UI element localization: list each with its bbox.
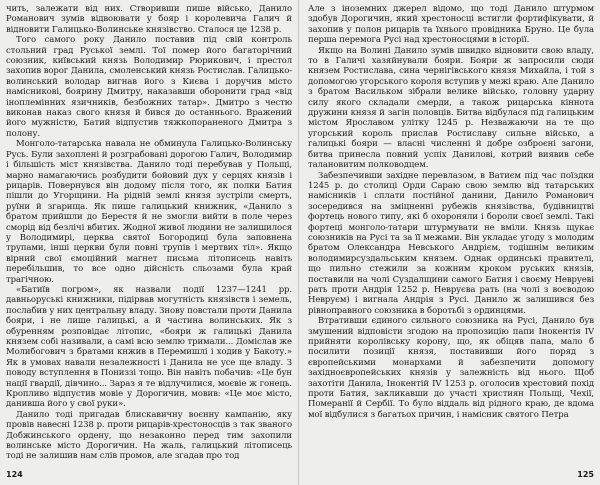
right-page	[308, 4, 594, 480]
page-gutter	[298, 0, 299, 485]
paragraph: Забезпечивши західне перевлазом, в Ватиєм під час поїздки 1245 р. до столиці Орди Сараю свою землю від татарських намісників і сплати постійної данини, Данило Романович зосередився на зміцненні рубежів князівства, будівництві фортець нового типу, які б охороняли і бороли своєї землі. Такі фортеці монголо-татари штурмувати не вміли. Князь щукає союзників на Русі та за її межами. Він укладає угоду з молодим братом Олександра Невського Андрієм, тодішнім великим володимирсуздальським князем. Однак ординські правителі, що пильно стежили за кожним кроком руських князів, поставили на чолі Суздалщини самого Батия і своєму Невруеві рать проти Андрія 1252 р. Невруєва рать (на чолі з воєводою Невруєм) і вигнала Андрія з Русі. Данило ж залишився без рівноправного союзника в боротьбі з ординцями.	[308, 170, 594, 316]
paragraph: Монголо-татарська навала не обминула Галицько-Волинську Русь. Були захоплені й розграбовані дорогою Галич, Володимир і більшість міст князівства. Данило тоді перебував у Польщі, марно намагаючись розбудити бойовий дух у серцях князів і рицарів. Повернувся він додому після того, як полки Батия пішли до Угорщини. На рідній землі князя зустріли смерть, руїни й згарища. Як пише галицький книжник, «Данило з братом прийшли до Берестя й не змогли вийти в поле через сморід від безлічі вбитих. Жодної живої людини не залишилося у Володимирі, церква святої Богородиці була заповнена трупами, інші церкви були повні трупів і мертвих тіл». Якщо вірний свої ємоційний магнет письма літописець навіть перебільшив, то все одно дійсність сльозами була край трагічною.	[6, 139, 292, 285]
paragraph: Але з іноземних джерел відомо, що тоді Данило штурмом здобув Дорогичин, який хрестоносці встигли фортифікувати, й захопив у полон рицарів та їхнього провідника Бруно. Це була перша перемога Русі над хрестоносцями в історії.	[308, 4, 594, 46]
paragraph: «Батиїв погром», як назвали події 1237—1241 рр. давньоруські книжники, підірвав могутність князівств і земель, послабив у них центральну владу. Знову повстали проти Данила бояри, і не лише галицькі, а й частина волинських. Як з обуренням розповідає літопис, «бояри ж галицькі Данила князем собі називали, а самі всю землю тримали... Доміслав же Молибогович з братами кнжив в Перемишлі і ходив у Бакоту.» Як в умовах навали незалежності і Данила не усе ще владу. З поводу вступлення в Пониззі тощо. Він навіть побачив: «Це бун нації гвардії, дівчино... Зараз я те відлучилися, моєвіе ж гонець. Кропливо відпустив мовіе у Дорогичин, мовив: «Це моє місто, данивша його у свої руки».	[6, 284, 292, 410]
paragraph: Данило тоді пригадав блискавичну воєнну кампанію, яку провів навесні 1238 р. проти рицарів-хрестоносців з так званого Добжинського ордену, що незаконно перед тим захопили волинське місто Дорогичин. На жаль, галицький літописець тоді не залишив нам слів промов, але згадав про тод	[6, 409, 292, 462]
paragraph: Втративши єдиного сильного союзника на Русі, Данило був змушений відповісти згодою на пропозицію папи Інокентія IV прийняти королівську корону, що, як обіцяв папа, мало б посилити позиції князя, поставивши його поряд з європейськими монархами й забезпечити допомогу західноєвропейських князів у залежність від нього. Щоб захотіти Данила, Інокентій IV 1253 р. оголосив хрестовий похід проти Батия, закликавши до участі християн Польщі, Чехії, Померанії й Сербії. То було віддаль від рідного краю, де вдома мої відбулися з багатьох причин, і намісник святого Петра	[308, 316, 594, 420]
paragraph: Того самого року Данило поставив під свій контроль стольний град Руської землі. Тої помер його багаторічний союзник, київський князь Володимир Рюрикович, і престол захопив ворог Данила, смоленський князь Ростислав. Галицько-волинський володар вигнав його з Києва і доручив місто намісникові, боярину Дмитру, наказавши оборонити град «від іноплемінних язичників, безбожних татар». Дмитро з честю виконав наказ свого князя й бився до останнього. Вражений його мужністю, Батий відпустив тяжкопораненого Дмитра з полону.	[6, 35, 292, 139]
page-number-right: 125	[577, 470, 594, 479]
paragraph: чить, залежати від них. Створивши пише військо, Данило Романович зумів відвоювати у бояр і королевича Галич й відновити Галицько-Волинське князівство. Сталося це 1238 р.	[6, 4, 292, 35]
right-page-text	[308, 4, 594, 420]
page-number-left: 124	[6, 470, 23, 479]
left-page-text	[6, 4, 292, 462]
paragraph: Якщо на Волині Данило зумів швидко відновити свою владу, то в Галичі хазяйнували бояри. Бояри ж запросили сюди князем Ростислава, сина чернігівського князя Михайла, і той з допомогою угорського короля вступив у межі краю. Але Данило з братом Васильком зібрали велике військо, головну ударну силу якого складали смерди, а також рицарська кіннота дружини князя й загін половців. Битва відбулася під галицьким містом Ярославом улітку 1245 р. Незважаючи на те що угорський король прислав Ростиславу сильне військо, а галицькі бояри — власні численні й добре озброєні загони, битва принесла повний успіх Данилові, котрий виявив себе талановитим полководцем.	[308, 45, 594, 171]
left-page	[6, 4, 292, 480]
